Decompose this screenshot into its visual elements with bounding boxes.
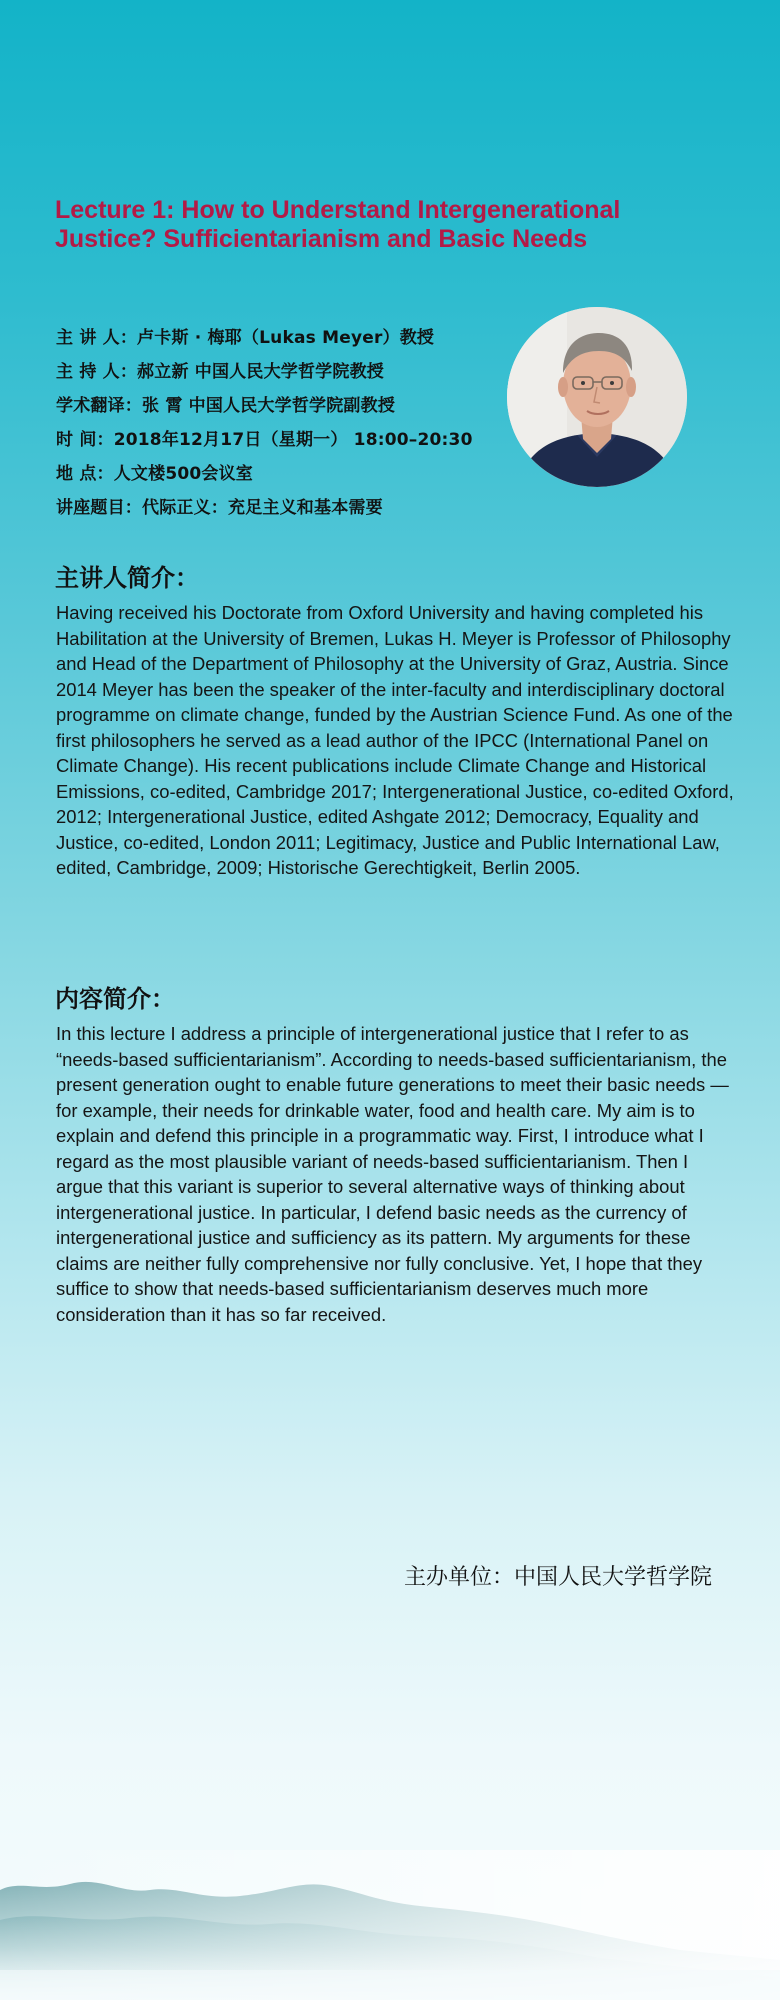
info-row-topic bbox=[56, 495, 516, 529]
info-value: 代际正义：充足主义和基本需要 bbox=[142, 498, 383, 518]
info-value: 卢卡斯 · 梅耶（Lukas Meyer）教授 bbox=[137, 328, 435, 348]
info-value: 张 霄 中国人民大学哲学院副教授 bbox=[142, 396, 396, 416]
organizer: 主办单位：中国人民大学哲学院 bbox=[403, 1565, 712, 1590]
info-row-host bbox=[56, 359, 516, 393]
lecture-info bbox=[56, 325, 516, 529]
content-heading: 内容简介： bbox=[55, 985, 175, 1013]
info-row-translator bbox=[56, 393, 516, 427]
bio-heading: 主讲人简介： bbox=[55, 564, 199, 592]
info-row-speaker bbox=[56, 325, 516, 359]
mountain-landscape-illustration bbox=[0, 1850, 780, 2000]
info-label: 讲座题目： bbox=[56, 498, 142, 518]
info-label: 时 间： bbox=[56, 430, 114, 450]
info-row-location bbox=[56, 461, 516, 495]
info-label: 地 点： bbox=[56, 464, 114, 484]
lecture-title-line-1: Lecture 1: How to Understand Intergenerational bbox=[55, 196, 621, 224]
bio-text: Having received his Doctorate from Oxford University and having completed his Habilitation at the University of Bremen, Lukas H. Meyer is Professor of Philosophy and Head of the Department of Philosophy at the University of Graz, Austria. Since 2014 Meyer has been the speaker of the inter-faculty and interdisciplinary doctoral programme on climate change, funded by the Austrian Science Fund. As one of the first philosophers he served as a lead author of the IPCC (International Panel on Climate Change). His recent publications include Climate Change and Historical Emissions, co-edited, Cambridge 2017; Intergenerational Justice, co-edited Oxford, 2012; Intergenerational Justice, edited Ashgate 2012; Democracy, Equality and Justice, co-edited, London 2011; Legitimacy, Justice and Public International Law, edited, Cambridge, 2009; Historische Gerechtigkeit, Berlin 2005. bbox=[56, 602, 734, 878]
lecture-title bbox=[55, 196, 735, 254]
info-value: 郝立新 中国人民大学哲学院教授 bbox=[137, 362, 384, 382]
lecture-title-line-2: Justice? Sufficientarianism and Basic Needs bbox=[55, 225, 588, 253]
info-value: 人文楼500会议室 bbox=[113, 464, 254, 484]
info-value: 2018年12月17日（星期一） 18:00–20:30 bbox=[113, 430, 473, 450]
info-label: 学术翻译： bbox=[56, 396, 142, 416]
info-label: 主 讲 人： bbox=[56, 328, 138, 348]
info-label: 主 持 人： bbox=[56, 362, 138, 382]
content-text: In this lecture I address a principle of intergenerational justice that I refer to as “needs-based sufficientarianism”. According to needs-based sufficientarianism, the present generation ought to enable future generations to meet their basic needs — for example, their needs for drinkable water, food and health care. My aim is to explain and defend this principle in a programmatic way. First, I introduce what I regard as the most plausible variant of needs-based sufficientarianism. Then I argue that this variant is superior to several alternative ways of thinking about intergenerational justice. In particular, I defend basic needs as the currency of intergenerational justice and sufficiency as its pattern. My arguments for these claims are neither fully comprehensive nor fully conclusive. Yet, I hope that they suffice to show that needs-based sufficientarianism deserves much more consideration than it has so far received. bbox=[56, 1023, 729, 1325]
speaker-portrait-image bbox=[507, 307, 687, 487]
info-row-time bbox=[56, 427, 516, 461]
speaker-portrait bbox=[507, 307, 687, 487]
